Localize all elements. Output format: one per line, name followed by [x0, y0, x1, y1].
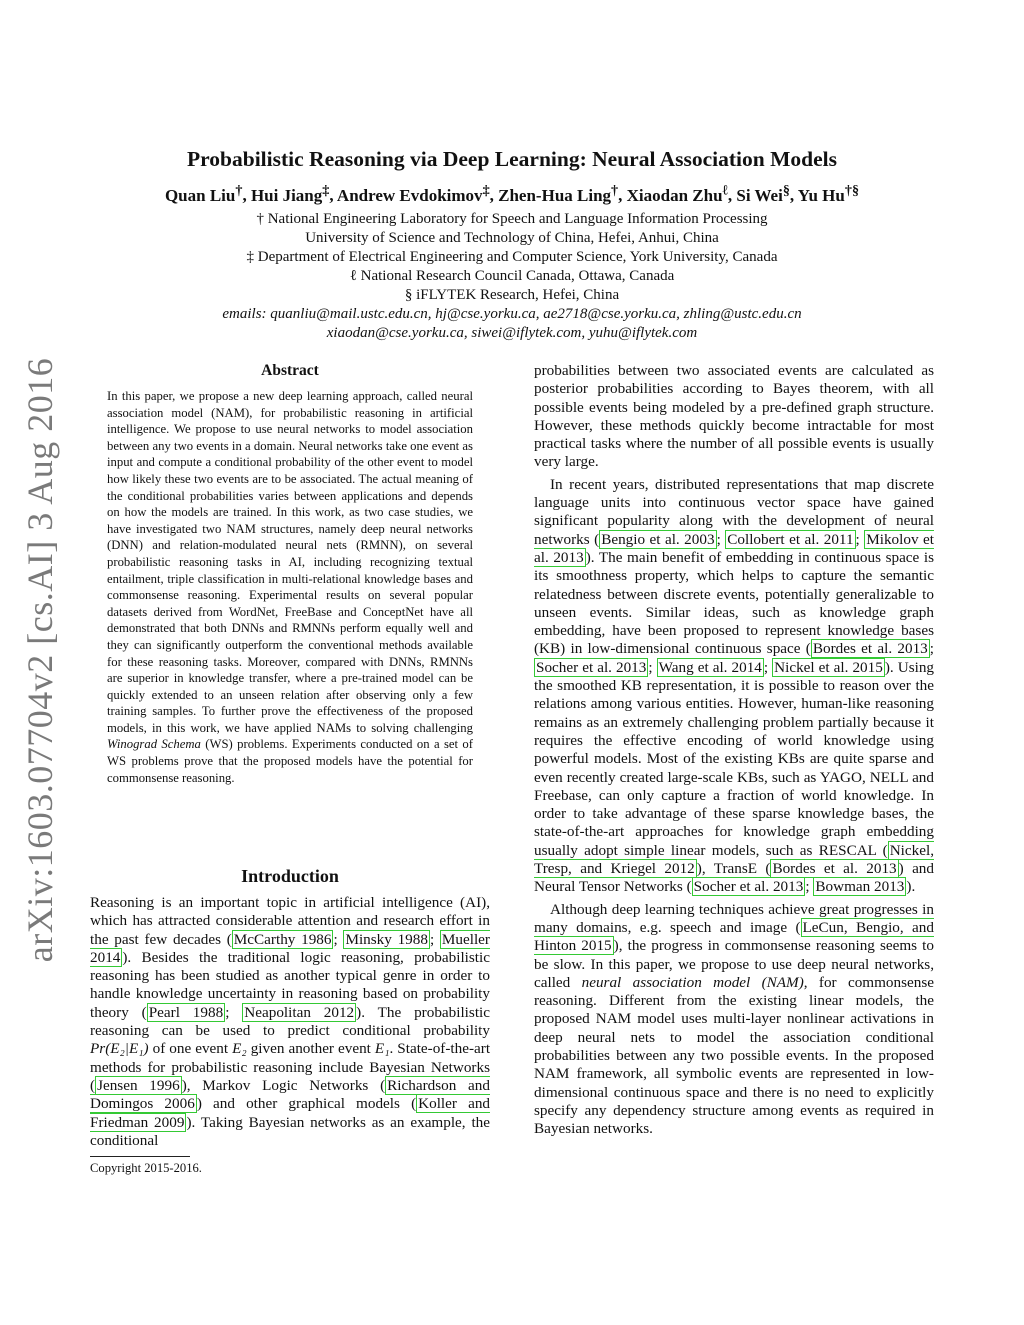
- author: Zhen-Hua Ling†: [498, 182, 619, 205]
- nam-term: neural association model (NAM): [581, 973, 804, 991]
- intro-heading: Introduction: [241, 866, 339, 886]
- affiliation: † National Engineering Laboratory for Speech and Language Information Processing: [256, 210, 768, 227]
- citation-link[interactable]: Collobert et al. 2011: [727, 530, 854, 548]
- citation-link[interactable]: Neapolitan 2012: [244, 1003, 355, 1021]
- footnote: Copyright 2015-2016.: [90, 1161, 202, 1175]
- email-line: emails: quanliu@mail.ustc.edu.cn, hj@cse.yorku.ca, ae2718@cse.yorku.ca, zhling@ustc.edu.cn: [222, 305, 802, 322]
- affiliation: ℓ National Research Council Canada, Ottawa, Canada: [349, 267, 675, 284]
- citation-link[interactable]: Jensen 1996: [97, 1076, 180, 1094]
- citation-link[interactable]: Koller and Friedman 2009: [90, 1095, 491, 1131]
- arxiv-side-identifier: [8, 357, 72, 963]
- body-paragraph: Although deep learning techniques achieve great progresses in many domains, e.g. speech and image ( LeCun, Bengio, and Hinton 2015 ), the progress in commonsense reasoning seems to be slow. In this paper, we propose to use deep neural networks, called neural association model (NAM), for commonsense reasoning. Different from the existing linear models, the proposed NAM model uses multi-layer nonlinear activations in deep neural nets to model the association conditional probabilities between any two possible events. In the proposed NAM framework, all symbolic events are represented in low-dimensional continuous space and there is no need to explicitly specify any dependency structure among events as required in Bayesian networks.: [534, 900, 934, 1138]
- citation-link[interactable]: Nickel, Tresp, and Kriegel 2012: [534, 841, 934, 878]
- footnote-rule: [90, 1156, 190, 1157]
- citation-link[interactable]: Bordes et al. 2013: [772, 860, 897, 878]
- math-pr: Pr(E₂|E₁): [90, 1040, 149, 1058]
- arxiv-id-text: arXiv:1603.07704v2 [cs.AI] 3 Aug 2016: [20, 357, 60, 963]
- abstract-heading: Abstract: [261, 362, 319, 379]
- abstract-text: In this paper, we propose a new deep learning approach, called neural association model (NAM), for probabilistic reasoning in artificial intelligence. We propose to use neural networks to model association between any two events in a domain. Neural networks take one event as input and compute a conditional probability of the other event to model how likely these two events are to be associated. The actual meaning of the conditional probabilities varies between applications and depends on how the models are trained. In this work, as two case studies, we have investigated two NAM structures, namely deep neural networks (DNN) and relation-modulated neural nets (RMNN), on several probabilistic reasoning tasks in AI, including recognizing textual entailment, triple classification in multi-relational knowledge bases and commonsense reasoning. Experimental results on several popular datasets derived from WordNet, FreeBase and ConceptNet have all demonstrated that both DNNs and RMNNs perform equally well and they can significantly outperform the conventional methods available for these reasoning tasks. Moreover, compared with DNNs, RMNNs are superior in knowledge transfer, where a pre-trained model can be quickly extended to an unseen relation after observing only a few training samples. To further prove the effectiveness of the proposed models, in this work, we have applied NAMs to solving challenging Winograd Schema (WS) problems. Experiments conducted on a set of WS problems prove that the proposed models have the potential for commonsense reasoning.: [107, 389, 473, 785]
- citation-link[interactable]: Bordes et al. 2013: [812, 640, 928, 658]
- citation-link[interactable]: Mikolov et al. 2013: [534, 530, 934, 566]
- citation-link[interactable]: Bengio et al. 2003: [601, 530, 715, 548]
- author: Hui Jiang‡: [250, 182, 330, 205]
- author: Yu Hu†§: [797, 182, 860, 205]
- affiliation: § iFLYTEK Research, Hefei, China: [404, 286, 620, 303]
- citation-link[interactable]: Socher et al. 2013: [536, 658, 647, 676]
- paper-header: [90, 144, 934, 343]
- math-e2: E₂: [232, 1040, 247, 1058]
- citation-link[interactable]: Socher et al. 2013: [693, 878, 804, 896]
- citation-link[interactable]: Pearl 1988: [148, 1003, 224, 1021]
- left-column: [90, 894, 490, 1150]
- citation-link[interactable]: Wang et al. 2014: [658, 658, 762, 676]
- math-e1: E₁: [374, 1040, 390, 1058]
- abstract-italic-term: Winograd Schema: [107, 737, 201, 752]
- author-list: Quan Liu†, Hui Jiang‡, Andrew Evdokimov‡, Zhen-Hua Ling†, Xiaodan Zhu$^\ell$, Si Wei§, Yu Hu†§: [164, 182, 860, 205]
- body-paragraph: In recent years, distributed representations that map discrete language units into continuous vector space have gained significant popularity along with the development of neural networks ( Bengio et al. 2003 ; Collobert et al. 2011 ; Mikolov et al. 2013 ). The main benefit of embedding in continuous space is its smoothness property, which helps to capture the semantic relatedness between discrete events, potentially generalizable to unseen events. Similar ideas, such as knowledge graph embedding, have been proposed to represent knowledge bases (KB) in low-dimensional continuous space ( Bordes et al. 2013 ; Socher et al. 2013 ; Wang et al. 2014 ; Nickel et al. 2015 ). Using the smoothed KB representation, it is possible to reason over the relations among various entities. However, human-like reasoning remains as an extremely challenging problem partially because it requires the effective encoding of world knowledge using powerful models. Most of the existing KBs are quite sparse and even recently created large-scale KBs, such as YAGO, NELL and Freebase, can only capture a fraction of world knowledge. In order to take advantage of these sparse knowledge bases, the state-of-the-art approaches for knowledge graph embedding usually adopt simple linear models, such as RESCAL ( Nickel, Tresp, and Kriegel 2012 ), TransE ( Bordes et al. 2013 ) and Neural Tensor Networks ( Socher et al. 2013 ; Bowman 2013 ).: [534, 475, 935, 896]
- citation-link[interactable]: LeCun, Bengio, and Hinton 2015: [534, 918, 934, 955]
- citation-link[interactable]: Mueller 2014: [90, 930, 490, 966]
- abstract-section: [107, 362, 473, 786]
- citation-link[interactable]: McCarthy 1986: [233, 930, 332, 948]
- author: Quan Liu†: [164, 182, 243, 205]
- body-paragraph: probabilities between two associated events are calculated as posterior probabilities according to Bayes theorem, with all possible events being modeled by a pre-defined graph structure. However, these methods quickly become intractable for most practical tasks where the number of all possible events is usually very large.: [534, 362, 934, 471]
- right-column: [534, 362, 934, 1138]
- citation-link[interactable]: Richardson and Domingos 2006: [90, 1076, 490, 1113]
- author: Si Wei§: [736, 182, 790, 205]
- citation-link[interactable]: Minsky 1988: [345, 930, 428, 948]
- affiliation: University of Science and Technology of China, Hefei, Anhui, China: [305, 229, 719, 246]
- intro-paragraph: Reasoning is an important topic in artificial intelligence (AI), which has attracted considerable attention and research effort in the past few decades ( McCarthy 1986 ; Minsky 1988 ; Mueller 2014 ). Besides the traditional logic reasoning, probabilistic reasoning has been studied as another typical genre in order to handle knowledge uncertainty in reasoning based on probability theory ( Pearl 1988 ; Neapolitan 2012 ). The probabilistic reasoning can be used to predict conditional probability Pr(E₂|E₁) of one event E₂ given another event E₁. State-of-the-art methods for probabilistic reasoning include Bayesian Networks ( Jensen 1996 ), Markov Logic Networks ( Richardson and Domingos 2006 ) and other graphical models ( Koller and Friedman 2009 ). Taking Bayesian networks as an example, the conditional: [90, 894, 491, 1149]
- email-line: xiaodan@cse.yorku.ca, siwei@iflytek.com, yuhu@iflytek.com: [326, 324, 698, 341]
- author: Xiaodan Zhu$^\ell$: [626, 182, 728, 205]
- affiliation: ‡ Department of Electrical Engineering and Computer Science, York University, Canada: [246, 248, 778, 265]
- citation-link[interactable]: Nickel et al. 2015: [774, 658, 883, 676]
- author: Andrew Evdokimov‡: [336, 182, 490, 205]
- citation-link[interactable]: Bowman 2013: [815, 878, 905, 896]
- paper-title: Probabilistic Reasoning via Deep Learning: Neural Association Models: [187, 147, 837, 171]
